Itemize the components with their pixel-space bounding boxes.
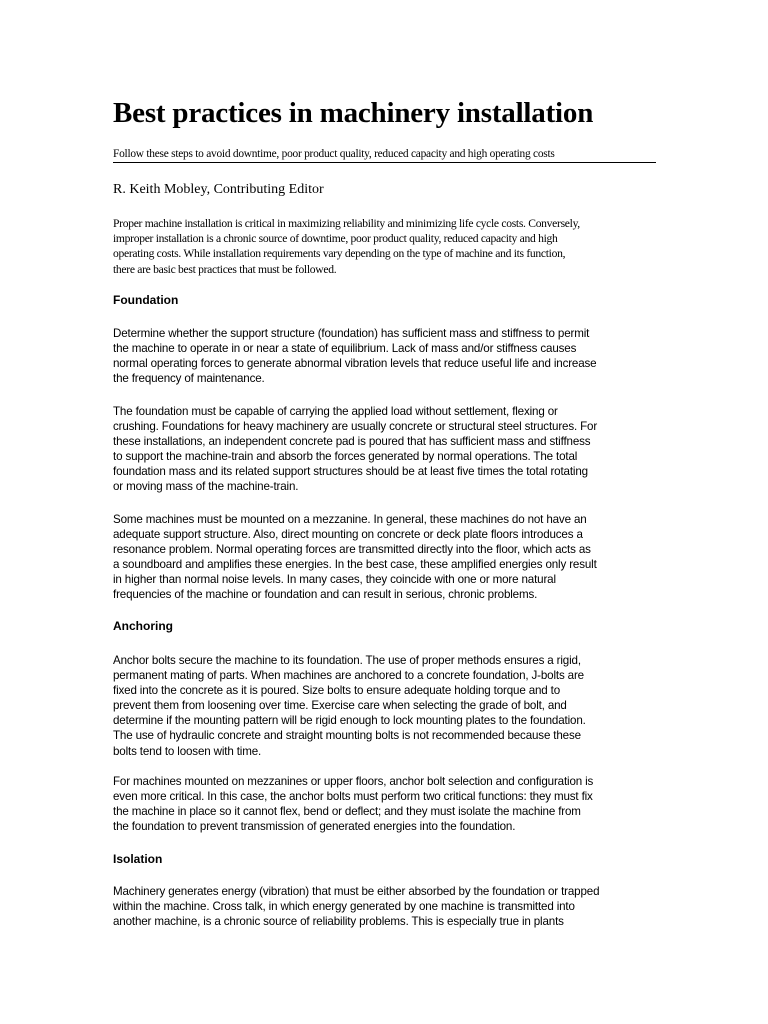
text-line: Anchor bolts secure the machine to its foundation. The use of proper methods ensures a rigid,: [113, 654, 581, 667]
text-line: within the machine. Cross talk, in which energy generated by one machine is transmitted into: [113, 900, 575, 914]
text-line: the machine to operate in or near a state of equilibrium. Lack of mass and/or stiffness causes: [113, 342, 577, 356]
paragraph: [113, 326, 658, 386]
paragraph: [113, 404, 658, 495]
text-line: bolts tend to loosen with time.: [113, 744, 262, 758]
text-line: or moving mass of the machine-train.: [113, 480, 299, 494]
text-line: determine if the mounting pattern will be rigid enough to lock mounting plates to the foundation.: [113, 714, 586, 728]
page-subtitle: Follow these steps to avoid downtime, poor product quality, reduced capacity and high operating costs: [113, 146, 656, 163]
section-heading-foundation: Foundation: [113, 293, 179, 307]
page-title: Best practices in machinery installation: [113, 97, 594, 129]
text-line: foundation mass and its related support structures should be at least five times the total rotating: [113, 465, 588, 479]
paragraph: [113, 884, 658, 929]
paragraph: [113, 653, 658, 759]
text-line: Machinery generates energy (vibration) that must be either absorbed by the foundation or trapped: [113, 885, 600, 898]
text-line: frequencies of the machine or foundation and can result in serious, chronic problems.: [113, 588, 538, 602]
text-line: permanent mating of parts. When machines are anchored to a concrete foundation, J-bolts are: [113, 669, 584, 683]
text-line: Determine whether the support structure (foundation) has sufficient mass and stiffness to permit: [113, 327, 590, 340]
author-byline: R. Keith Mobley, Contributing Editor: [113, 182, 324, 197]
text-line: The use of hydraulic concrete and straight mounting bolts is not recommended because these: [113, 729, 581, 743]
text-line: Proper machine installation is critical in maximizing reliability and minimizing life cycle costs. Conversely,: [113, 217, 580, 230]
text-line: Some machines must be mounted on a mezzanine. In general, these machines do not have an: [113, 513, 587, 526]
text-line: the foundation to prevent transmission of generated energies into the foundation.: [113, 820, 516, 834]
text-line: crushing. Foundations for heavy machinery are usually concrete or structural steel structures. For: [113, 420, 598, 434]
text-line: another machine, is a chronic source of reliability problems. This is especially true in plants: [113, 915, 564, 929]
text-line: to support the machine-train and absorb the forces generated by normal operations. The total: [113, 450, 578, 464]
text-line: even more critical. In this case, the anchor bolts must perform two critical functions: they must fix: [113, 790, 593, 804]
text-line: adequate support structure. Also, direct mounting on concrete or deck plate floors introduces a: [113, 528, 583, 542]
section-heading-anchoring: Anchoring: [113, 619, 173, 633]
text-line: these installations, an independent concrete pad is poured that has sufficient mass and stiffness: [113, 435, 591, 449]
text-line: normal operating forces to generate abnormal vibration levels that reduce useful life and increase: [113, 357, 597, 371]
text-line: the machine in place so it cannot flex, bend or deflect; and they must isolate the machine from: [113, 805, 581, 819]
intro-paragraph: [113, 216, 658, 277]
text-line: resonance problem. Normal operating forces are transmitted directly into the floor, which acts as: [113, 543, 591, 557]
text-line: fixed into the concrete as it is poured. Size bolts to ensure adequate holding torque and to: [113, 684, 561, 698]
text-line: The foundation must be capable of carrying the applied load without settlement, flexing or: [113, 405, 558, 418]
text-line: there are basic best practices that must be followed.: [113, 262, 337, 276]
section-heading-isolation: Isolation: [113, 852, 163, 866]
paragraph: [113, 512, 658, 603]
text-line: For machines mounted on mezzanines or upper floors, anchor bolt selection and configuration is: [113, 775, 594, 788]
text-line: the frequency of maintenance.: [113, 372, 265, 386]
text-line: operating costs. While installation requirements vary depending on the type of machine and its function,: [113, 247, 566, 261]
paragraph: [113, 774, 658, 834]
text-line: a soundboard and amplifies these energies. In the best case, these amplified energies only result: [113, 558, 597, 572]
text-line: in higher than normal noise levels. In many cases, they coincide with one or more natural: [113, 573, 556, 587]
text-line: improper installation is a chronic source of downtime, poor product quality, reduced capacity and high: [113, 232, 558, 246]
text-line: prevent them from loosening over time. Exercise care when selecting the grade of bolt, and: [113, 699, 567, 713]
